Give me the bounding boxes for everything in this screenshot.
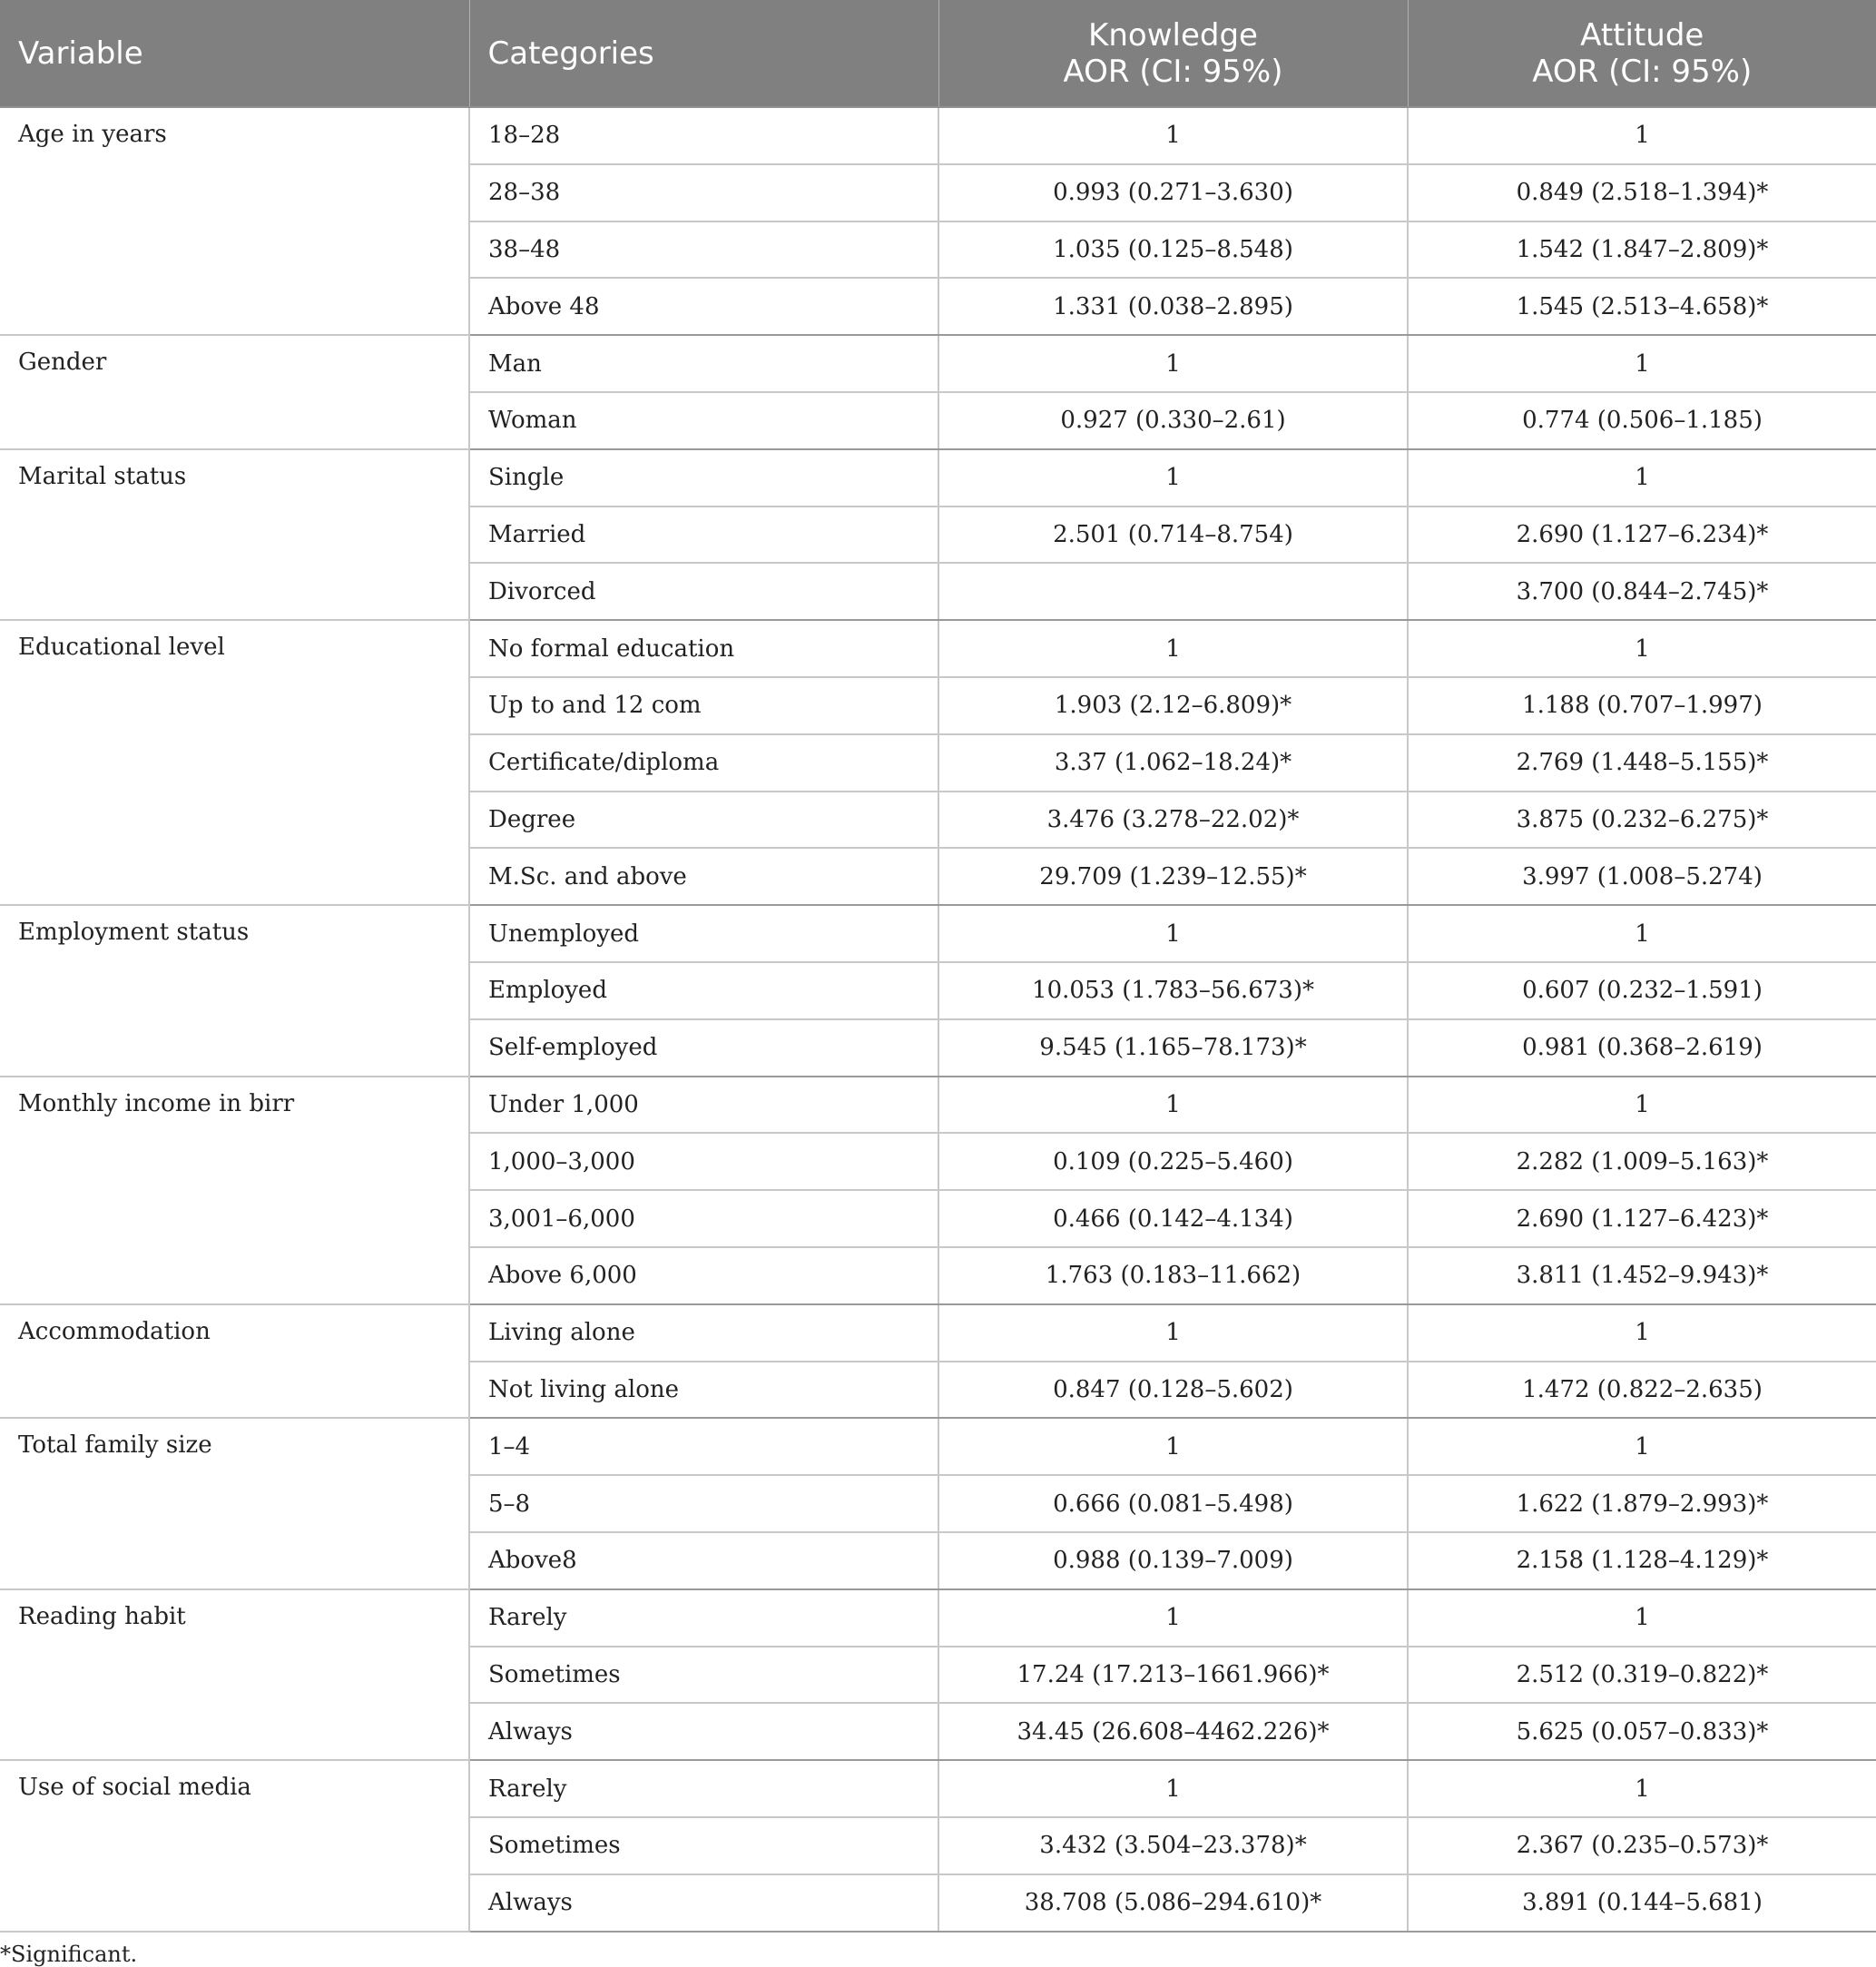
knowledge-aor-cell: 10.053 (1.783–56.673)* bbox=[938, 962, 1408, 1019]
attitude-aor-cell: 1 bbox=[1408, 107, 1876, 164]
category-cell: Under 1,000 bbox=[469, 1077, 938, 1134]
header-attitude-title: Attitude bbox=[1580, 16, 1704, 54]
table-row bbox=[0, 1589, 1876, 1647]
attitude-aor-cell: 1.188 (0.707–1.997) bbox=[1408, 677, 1876, 734]
attitude-aor-cell: 1.472 (0.822–2.635) bbox=[1408, 1362, 1876, 1419]
variable-cell: Employment status bbox=[0, 905, 469, 1076]
attitude-aor-cell: 1.542 (1.847–2.809)* bbox=[1408, 221, 1876, 279]
knowledge-aor-cell: 17.24 (17.213–1661.966)* bbox=[938, 1647, 1408, 1704]
attitude-aor-cell: 0.774 (0.506–1.185) bbox=[1408, 392, 1876, 449]
category-cell: M.Sc. and above bbox=[469, 848, 938, 905]
knowledge-aor-cell: 38.708 (5.086–294.610)* bbox=[938, 1874, 1408, 1932]
knowledge-aor-cell: 1 bbox=[938, 449, 1408, 507]
category-cell: Sometimes bbox=[469, 1817, 938, 1874]
category-cell: Rarely bbox=[469, 1589, 938, 1647]
category-cell: Above 48 bbox=[469, 278, 938, 335]
knowledge-aor-cell: 1 bbox=[938, 1760, 1408, 1817]
attitude-aor-cell: 5.625 (0.057–0.833)* bbox=[1408, 1703, 1876, 1760]
knowledge-aor-cell: 1 bbox=[938, 1304, 1408, 1362]
knowledge-aor-cell: 3.432 (3.504–23.378)* bbox=[938, 1817, 1408, 1874]
variable-cell: Marital status bbox=[0, 449, 469, 620]
header-knowledge-sub: AOR (CI: 95%) bbox=[1063, 53, 1283, 90]
category-cell: 38–48 bbox=[469, 221, 938, 279]
knowledge-aor-cell: 1 bbox=[938, 905, 1408, 962]
category-cell: 18–28 bbox=[469, 107, 938, 164]
category-cell: Living alone bbox=[469, 1304, 938, 1362]
knowledge-aor-cell: 29.709 (1.239–12.55)* bbox=[938, 848, 1408, 905]
attitude-aor-cell: 1 bbox=[1408, 335, 1876, 392]
variable-cell: Age in years bbox=[0, 107, 469, 335]
variable-cell: Accommodation bbox=[0, 1304, 469, 1419]
category-cell: 5–8 bbox=[469, 1475, 938, 1532]
attitude-aor-cell: 1.622 (1.879–2.993)* bbox=[1408, 1475, 1876, 1532]
attitude-aor-cell: 2.158 (1.128–4.129)* bbox=[1408, 1532, 1876, 1589]
knowledge-aor-cell: 1.331 (0.038–2.895) bbox=[938, 278, 1408, 335]
attitude-aor-cell: 1 bbox=[1408, 1304, 1876, 1362]
variable-cell: Gender bbox=[0, 335, 469, 449]
knowledge-aor-cell: 1 bbox=[938, 335, 1408, 392]
knowledge-aor-cell: 1.035 (0.125–8.548) bbox=[938, 221, 1408, 279]
attitude-aor-cell: 1 bbox=[1408, 620, 1876, 677]
knowledge-aor-cell: 0.993 (0.271–3.630) bbox=[938, 164, 1408, 221]
attitude-aor-cell: 3.997 (1.008–5.274) bbox=[1408, 848, 1876, 905]
table-row bbox=[0, 1418, 1876, 1475]
knowledge-aor-cell: 9.545 (1.165–78.173)* bbox=[938, 1019, 1408, 1077]
attitude-aor-cell: 1 bbox=[1408, 1589, 1876, 1647]
category-cell: 3,001–6,000 bbox=[469, 1190, 938, 1247]
attitude-aor-cell: 0.607 (0.232–1.591) bbox=[1408, 962, 1876, 1019]
knowledge-aor-cell: 1 bbox=[938, 1077, 1408, 1134]
attitude-aor-cell: 2.690 (1.127–6.423)* bbox=[1408, 1190, 1876, 1247]
category-cell: Above8 bbox=[469, 1532, 938, 1589]
knowledge-aor-cell: 3.37 (1.062–18.24)* bbox=[938, 734, 1408, 792]
knowledge-aor-cell: 34.45 (26.608–4462.226)* bbox=[938, 1703, 1408, 1760]
attitude-aor-cell: 1 bbox=[1408, 1760, 1876, 1817]
category-cell: Sometimes bbox=[469, 1647, 938, 1704]
category-cell: Not living alone bbox=[469, 1362, 938, 1419]
category-cell: Unemployed bbox=[469, 905, 938, 962]
header-attitude bbox=[1408, 0, 1876, 107]
category-cell: Always bbox=[469, 1703, 938, 1760]
category-cell: Self-employed bbox=[469, 1019, 938, 1077]
attitude-aor-cell: 1 bbox=[1408, 1418, 1876, 1475]
header-knowledge-title: Knowledge bbox=[1088, 16, 1258, 54]
variable-cell: Total family size bbox=[0, 1418, 469, 1588]
table-body bbox=[0, 107, 1876, 1932]
category-cell: Single bbox=[469, 449, 938, 507]
category-cell: Man bbox=[469, 335, 938, 392]
category-cell: Married bbox=[469, 507, 938, 564]
attitude-aor-cell: 2.512 (0.319–0.822)* bbox=[1408, 1647, 1876, 1704]
knowledge-aor-cell bbox=[938, 563, 1408, 620]
header-row bbox=[0, 0, 1876, 107]
attitude-aor-cell: 2.367 (0.235–0.573)* bbox=[1408, 1817, 1876, 1874]
attitude-aor-cell: 2.282 (1.009–5.163)* bbox=[1408, 1133, 1876, 1190]
table-row bbox=[0, 449, 1876, 507]
category-cell: 1–4 bbox=[469, 1418, 938, 1475]
attitude-aor-cell: 2.769 (1.448–5.155)* bbox=[1408, 734, 1876, 792]
knowledge-aor-cell: 0.988 (0.139–7.009) bbox=[938, 1532, 1408, 1589]
table-row bbox=[0, 1304, 1876, 1362]
category-cell: Certificate/diploma bbox=[469, 734, 938, 792]
knowledge-aor-cell: 1 bbox=[938, 107, 1408, 164]
category-cell: Rarely bbox=[469, 1760, 938, 1817]
attitude-aor-cell: 1 bbox=[1408, 905, 1876, 962]
knowledge-aor-cell: 0.847 (0.128–5.602) bbox=[938, 1362, 1408, 1419]
knowledge-aor-cell: 1 bbox=[938, 1589, 1408, 1647]
table-row bbox=[0, 620, 1876, 677]
table-row bbox=[0, 1077, 1876, 1134]
table-row bbox=[0, 335, 1876, 392]
category-cell: Degree bbox=[469, 792, 938, 849]
knowledge-aor-cell: 0.466 (0.142–4.134) bbox=[938, 1190, 1408, 1247]
attitude-aor-cell: 1 bbox=[1408, 1077, 1876, 1134]
table-row bbox=[0, 905, 1876, 962]
category-cell: 1,000–3,000 bbox=[469, 1133, 938, 1190]
header-knowledge bbox=[938, 0, 1408, 107]
table-header bbox=[0, 0, 1876, 107]
attitude-aor-cell: 2.690 (1.127–6.234)* bbox=[1408, 507, 1876, 564]
footnote: *Significant. bbox=[0, 1941, 138, 1967]
variable-cell: Use of social media bbox=[0, 1760, 469, 1931]
category-cell: 28–38 bbox=[469, 164, 938, 221]
category-cell: No formal education bbox=[469, 620, 938, 677]
category-cell: Employed bbox=[469, 962, 938, 1019]
attitude-aor-cell: 3.891 (0.144–5.681) bbox=[1408, 1874, 1876, 1932]
attitude-aor-cell: 0.849 (2.518–1.394)* bbox=[1408, 164, 1876, 221]
attitude-aor-cell: 3.811 (1.452–9.943)* bbox=[1408, 1247, 1876, 1304]
category-cell: Above 6,000 bbox=[469, 1247, 938, 1304]
knowledge-aor-cell: 0.666 (0.081–5.498) bbox=[938, 1475, 1408, 1532]
variable-cell: Reading habit bbox=[0, 1589, 469, 1760]
table-row bbox=[0, 1760, 1876, 1817]
table-row bbox=[0, 107, 1876, 164]
category-cell: Up to and 12 com bbox=[469, 677, 938, 734]
variable-cell: Educational level bbox=[0, 620, 469, 905]
variable-cell: Monthly income in birr bbox=[0, 1077, 469, 1304]
knowledge-aor-cell: 1 bbox=[938, 620, 1408, 677]
attitude-aor-cell: 3.700 (0.844–2.745)* bbox=[1408, 563, 1876, 620]
knowledge-aor-cell: 1.763 (0.183–11.662) bbox=[938, 1247, 1408, 1304]
attitude-aor-cell: 0.981 (0.368–2.619) bbox=[1408, 1019, 1876, 1077]
knowledge-aor-cell: 0.927 (0.330–2.61) bbox=[938, 392, 1408, 449]
knowledge-aor-cell: 3.476 (3.278–22.02)* bbox=[938, 792, 1408, 849]
knowledge-aor-cell: 0.109 (0.225–5.460) bbox=[938, 1133, 1408, 1190]
header-categories: Categories bbox=[469, 0, 938, 107]
knowledge-aor-cell: 1 bbox=[938, 1418, 1408, 1475]
header-variable: Variable bbox=[0, 0, 469, 107]
attitude-aor-cell: 1 bbox=[1408, 449, 1876, 507]
header-attitude-sub: AOR (CI: 95%) bbox=[1532, 53, 1753, 90]
attitude-aor-cell: 1.545 (2.513–4.658)* bbox=[1408, 278, 1876, 335]
category-cell: Divorced bbox=[469, 563, 938, 620]
knowledge-aor-cell: 1.903 (2.12–6.809)* bbox=[938, 677, 1408, 734]
attitude-aor-cell: 3.875 (0.232–6.275)* bbox=[1408, 792, 1876, 849]
knowledge-aor-cell: 2.501 (0.714–8.754) bbox=[938, 507, 1408, 564]
category-cell: Woman bbox=[469, 392, 938, 449]
category-cell: Always bbox=[469, 1874, 938, 1932]
